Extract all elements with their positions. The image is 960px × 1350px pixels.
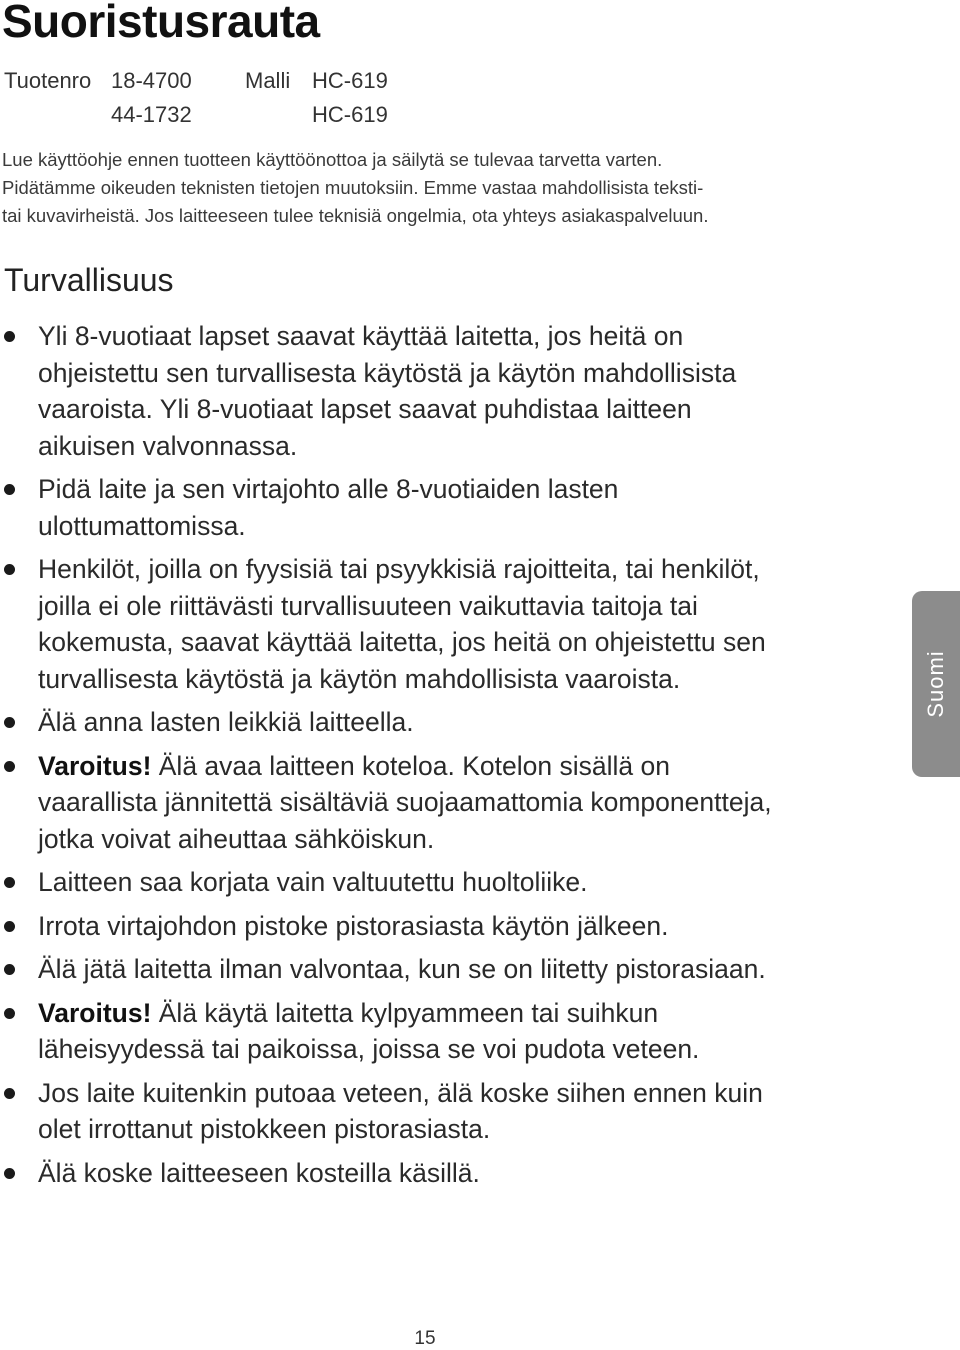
bullet-icon [4, 564, 15, 575]
safety-item [0, 864, 880, 901]
safety-item-line: vaarallista jännitettä sisältäviä suojaamattomia komponentteja, [38, 787, 772, 817]
warning-label: Varoitus! [38, 997, 152, 1028]
safety-item-line: olet irrottanut pistokkeen pistorasiasta. [38, 1114, 491, 1144]
safety-item-line: jotka voivat aiheuttaa sähköiskun. [38, 823, 435, 854]
bullet-icon [4, 717, 15, 728]
language-tab [912, 591, 960, 777]
safety-item-line: Älä jätä laitetta ilman valvontaa, kun se on liitetty pistorasiaan. [38, 954, 766, 984]
product-number: 44-1732 [111, 102, 192, 127]
safety-item-line: Älä koske laitteeseen kosteilla käsillä. [38, 1157, 480, 1188]
safety-item-line: läheisyydessä tai paikoissa, joissa se voi pudota veteen. [38, 1034, 700, 1064]
page-number: 15 [414, 1328, 436, 1349]
safety-item-warning [0, 995, 880, 1068]
safety-item-text: Älä käytä laitetta kylpyammeen tai suihkun [151, 997, 659, 1028]
intro-line: Pidätämme oikeuden teknisten tietojen muutoksiin. Emme vastaa mahdollisista teksti- [2, 177, 704, 198]
model-number: HC-619 [312, 68, 388, 93]
safety-item-line: Älä anna lasten leikkiä laitteella. [38, 707, 414, 737]
model-number: HC-619 [312, 102, 388, 127]
safety-item-line: Pidä laite ja sen virtajohto alle 8-vuotiaiden lasten [38, 474, 619, 504]
safety-item-line: turvallisesta käytöstä ja käytön mahdollisista vaaroista. [38, 663, 681, 694]
bullet-icon [4, 877, 15, 888]
safety-item-line: Jos laite kuitenkin putoaa veteen, älä koske siihen ennen kuin [38, 1077, 763, 1108]
product-number-label: Tuotenro [4, 68, 92, 93]
page-title: Suoristusrauta [2, 0, 320, 47]
bullet-icon [4, 921, 15, 932]
intro-line: tai kuvavirheistä. Jos laitteeseen tulee teknisiä ongelmia, ota yhteys asiakaspalveluun. [2, 205, 709, 226]
bullet-icon [4, 1088, 15, 1099]
bullet-icon [4, 761, 15, 772]
safety-item-line: Henkilöt, joilla on fyysisiä tai psyykkisiä rajoitteita, tai henkilöt, [38, 554, 760, 584]
safety-item-line [38, 748, 880, 785]
safety-item [0, 471, 880, 544]
safety-item [0, 704, 880, 741]
safety-item [0, 1075, 880, 1148]
safety-item-line: vaaroista. Yli 8-vuotiaat lapset saavat puhdistaa laitteen [38, 394, 692, 424]
safety-list [0, 318, 880, 1198]
safety-item-line [38, 995, 880, 1032]
safety-item [0, 908, 880, 945]
safety-item-line: kokemusta, saavat käyttää laitetta, jos heitä on ohjeistettu sen [38, 627, 766, 657]
product-number: 18-4700 [111, 68, 192, 93]
language-tab-label: Suomi [923, 650, 948, 718]
safety-item [0, 551, 880, 697]
safety-item [0, 1155, 880, 1192]
safety-item-line: joilla ei ole riittävästi turvallisuuteen vaikuttavia taitoja tai [38, 590, 698, 621]
safety-item-line: Laitteen saa korjata vain valtuutettu huoltoliike. [38, 867, 588, 897]
safety-item-line: ohjeistettu sen turvallisesta käytöstä ja käytön mahdollisista [38, 357, 737, 388]
warning-label: Varoitus! [38, 750, 152, 781]
section-heading-safety: Turvallisuus [4, 262, 174, 298]
safety-item-line: Irrota virtajohdon pistoke pistorasiasta käytön jälkeen. [38, 910, 669, 941]
bullet-icon [4, 964, 15, 975]
safety-item-text: Älä avaa laitteen koteloa. Kotelon sisällä on [151, 750, 670, 781]
safety-item-warning [0, 748, 880, 858]
safety-item [0, 318, 880, 464]
bullet-icon [4, 331, 15, 342]
bullet-icon [4, 1168, 15, 1179]
safety-item-line: ulottumattomissa. [38, 510, 246, 541]
safety-item-line: Yli 8-vuotiaat lapset saavat käyttää laitetta, jos heitä on [38, 321, 684, 351]
safety-item [0, 951, 880, 988]
safety-item-line: aikuisen valvonnassa. [38, 430, 298, 461]
intro-paragraph [2, 146, 852, 230]
bullet-icon [4, 484, 15, 495]
intro-line: Lue käyttöohje ennen tuotteen käyttöönottoa ja säilytä se tulevaa tarvetta varten. [2, 149, 663, 170]
bullet-icon [4, 1008, 15, 1019]
model-label: Malli [245, 68, 291, 93]
